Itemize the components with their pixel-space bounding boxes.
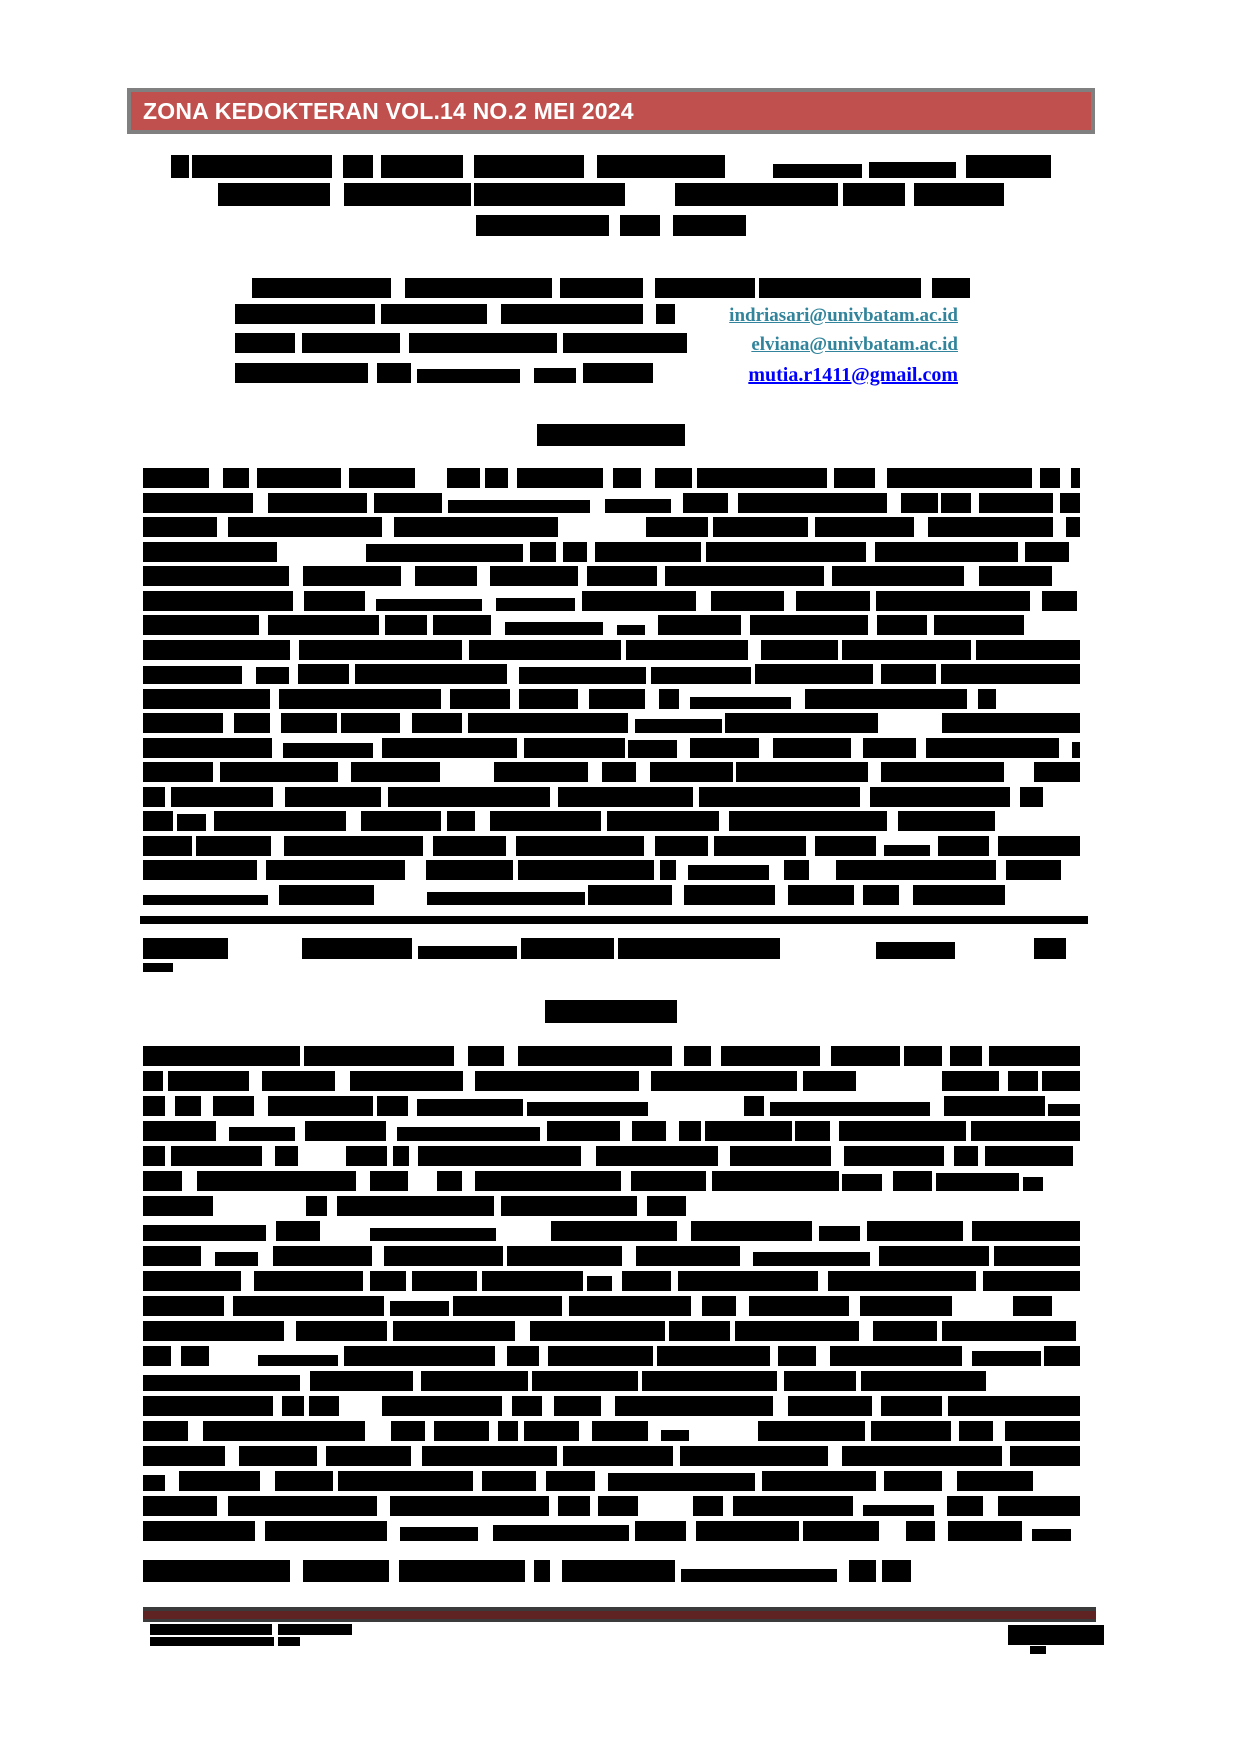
article-title-redacted — [127, 155, 1095, 241]
abstrak-heading-redacted — [127, 424, 1095, 451]
affiliation-row-2 — [235, 332, 958, 358]
keywords-indonesian-redacted — [143, 938, 1080, 976]
keywords-english-redacted — [143, 1560, 1080, 1582]
affiliation-row-1 — [235, 303, 958, 329]
affiliation-text-redacted — [235, 333, 687, 358]
affiliation-text-redacted — [235, 363, 653, 388]
email-link-3[interactable]: mutia.r1411@gmail.com — [748, 363, 958, 386]
affiliation-row-3 — [235, 362, 958, 388]
email-link-2[interactable]: elviana@univbatam.ac.id — [751, 334, 958, 355]
abstract-indonesian-redacted — [143, 468, 1080, 909]
footer-rule — [143, 1607, 1096, 1622]
author-line-redacted — [127, 278, 1095, 303]
footer-journal-name-redacted — [150, 1624, 510, 1648]
affiliation-text-redacted — [235, 304, 675, 329]
email-link-1[interactable]: indriasari@univbatam.ac.id — [729, 305, 958, 326]
journal-title: ZONA KEDOKTERAN VOL.14 NO.2 MEI 2024 — [143, 97, 634, 124]
section-divider-rule — [140, 916, 1088, 924]
abstract-english-redacted — [143, 1046, 1080, 1546]
abstract-heading-redacted — [127, 1000, 1095, 1028]
journal-header-banner — [127, 88, 1095, 134]
footer-page-number-redacted — [1008, 1625, 1128, 1654]
